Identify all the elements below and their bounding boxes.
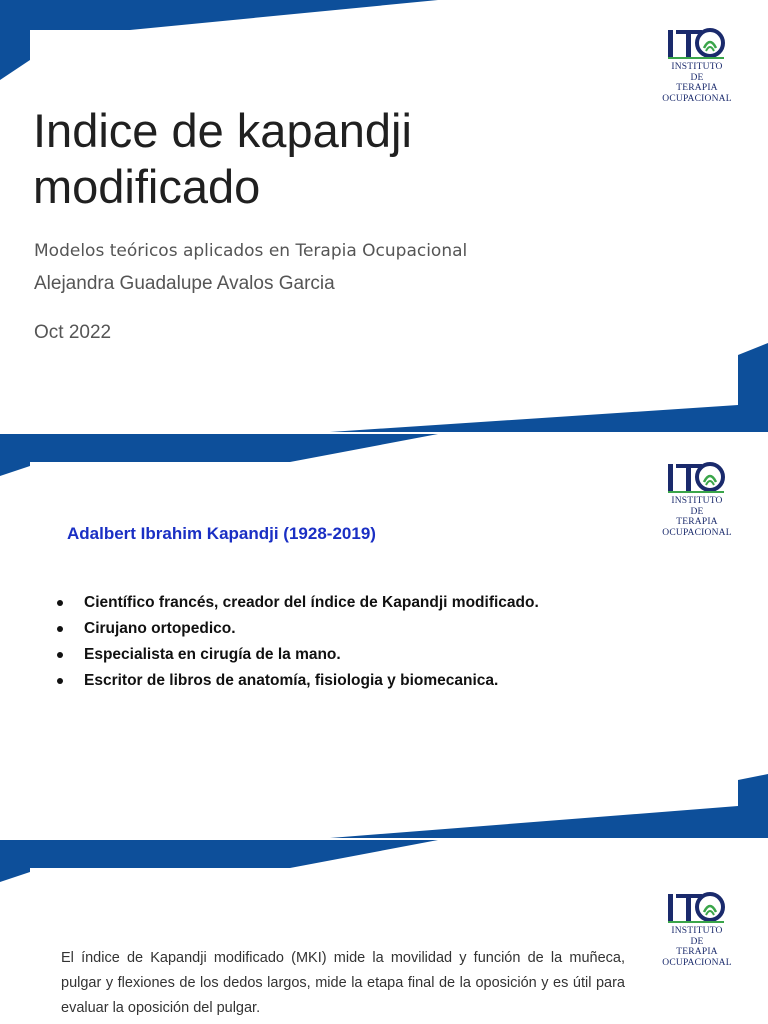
- list-item: [55, 616, 539, 642]
- ito-logo: [652, 460, 742, 538]
- accent-band-bottom-right: [738, 343, 768, 432]
- slide-date: Oct 2022: [34, 322, 112, 343]
- accent-band-bottom: [330, 806, 738, 838]
- ito-logo: [652, 26, 742, 104]
- logo-text: [652, 926, 742, 968]
- logo-line: INSTITUTO: [671, 926, 723, 936]
- accent-band-top: [30, 434, 438, 462]
- slide-3-paragraph: El índice de Kapandji modificado (MKI) mide la movilidad y función de la muñeca, pulgar y flexiones de los dedos largos, mide la etapa final de la oposición y es útil para evaluar la oposición del pulgar.: [61, 950, 625, 1016]
- bullet-text: Escritor de libros de anatomía, fisiologia y biomecanica.: [84, 672, 499, 689]
- accent-band-top-left: [0, 434, 30, 476]
- slide-title-line: modificado: [33, 160, 261, 213]
- accent-band-top: [30, 0, 438, 30]
- list-item: [55, 668, 539, 694]
- logo-text: [652, 62, 742, 104]
- bullet-text: Especialista en cirugía de la mano.: [84, 646, 341, 663]
- list-item: [55, 642, 539, 668]
- ito-logo-mark-icon: [652, 890, 742, 924]
- bullet-text: Cirujano ortopedico.: [84, 620, 236, 637]
- bullet-icon: [57, 678, 63, 684]
- ito-logo-mark-icon: [652, 460, 742, 494]
- accent-band-bottom: [330, 405, 738, 432]
- slide-author: Alejandra Guadalupe Avalos Garcia: [34, 273, 335, 294]
- ito-logo-mark-icon: [652, 26, 742, 60]
- slide-title-line: Indice de kapandji: [33, 104, 412, 157]
- logo-line: DE: [690, 936, 704, 947]
- logo-line: TERAPIA: [676, 947, 718, 957]
- logo-line: OCUPACIONAL: [662, 957, 732, 968]
- bullet-icon: [57, 600, 63, 606]
- bullet-text: Científico francés, creador del índice de Kapandji modificado.: [84, 594, 539, 611]
- bullet-icon: [57, 652, 63, 658]
- accent-band-top: [30, 840, 438, 868]
- accent-band-top-left: [0, 840, 30, 882]
- accent-band-bottom-right: [738, 774, 768, 838]
- accent-band-top-left: [0, 0, 30, 80]
- ito-logo: [652, 890, 742, 968]
- logo-line: INSTITUTO: [671, 496, 723, 506]
- logo-line: DE: [690, 72, 704, 83]
- slide-subtitle: Modelos teóricos aplicados en Terapia Ocupacional: [34, 241, 468, 261]
- bullet-list: [55, 590, 539, 694]
- logo-line: OCUPACIONAL: [662, 527, 732, 538]
- logo-line: TERAPIA: [676, 83, 718, 93]
- list-item: [55, 590, 539, 616]
- logo-line: DE: [690, 506, 704, 517]
- logo-line: OCUPACIONAL: [662, 93, 732, 104]
- slide-2-heading: Adalbert Ibrahim Kapandji (1928-2019): [67, 524, 376, 543]
- bullet-icon: [57, 626, 63, 632]
- slide-1: [0, 0, 768, 432]
- logo-line: INSTITUTO: [671, 62, 723, 72]
- logo-text: [652, 496, 742, 538]
- logo-line: TERAPIA: [676, 517, 718, 527]
- slide-title: [33, 103, 593, 215]
